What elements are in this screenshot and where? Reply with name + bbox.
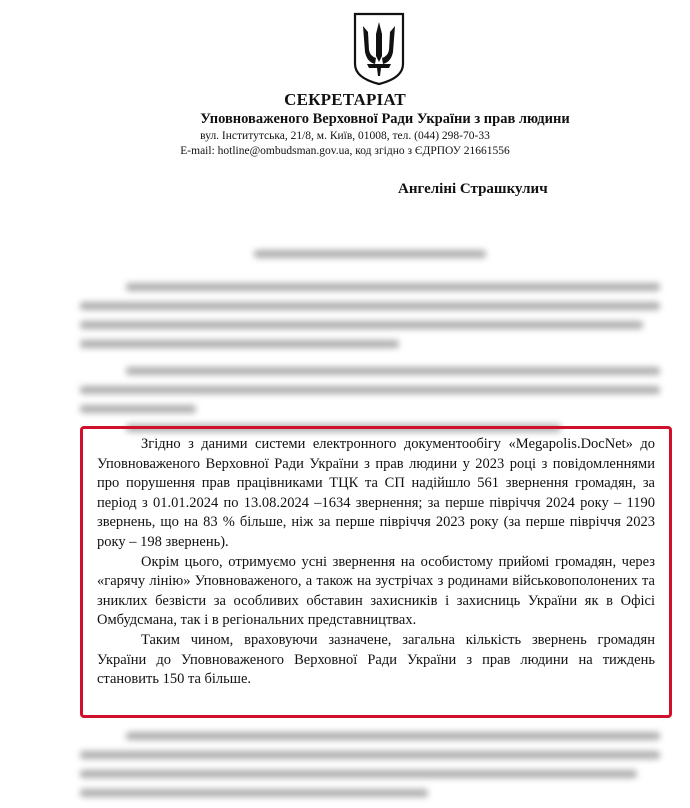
org-title: СЕКРЕТАРІАТ <box>284 90 406 109</box>
paragraph-conclusion: Таким чином, враховуючи зазначене, загальна кількість звернень громадян України до Уповноваженого Верховної Ради України з прав людини на тиждень становить 150 та більше. <box>97 631 655 688</box>
trident-coat-of-arms-icon <box>353 12 405 86</box>
blurred-text-bottom <box>80 732 660 808</box>
org-subtitle: Уповноваженого Верховної Ради України з прав людини <box>200 111 570 127</box>
org-address: вул. Інститутська, 21/8, м. Київ, 01008, тел. (044) 298-70-33 <box>200 130 490 142</box>
blurred-text-top <box>80 250 660 443</box>
recipient-name: Ангеліні Страшкулич <box>398 181 548 197</box>
highlighted-excerpt <box>80 426 672 718</box>
paragraph-oral-appeals: Окрім цього, отримуємо усні звернення на особистому прийомі громадян, через «гарячу лінію» Уповноваженого, а також на зустрічах з родинами військовополонених та зниклих безвісти за особливих обставин захисників і захисниць України як в Офісі Омбудсмана, так і в регіональних представництвах. <box>97 553 655 629</box>
paragraph-statistics: Згідно з даними системи електронного документообігу «Megapolis.DocNet» до Уповноваженого Верховної Ради України з прав людини у 2023 році з повідомленнями про порушення прав працівниками ТЦК та СП надійшло 561 звернення громадян, за період з 01.01.2024 по 13.08.2024 –1634 звернення; за перше півріччя 2024 року – 1190 звернень, що на 83 % більше, ніж за перше півріччя 2023 року (за перше півріччя 2023 року – 198 звернень). <box>97 436 655 550</box>
org-email-line: E-mail: hotline@ombudsman.gov.ua, код згідно з ЄДРПОУ 21661556 <box>180 145 510 157</box>
